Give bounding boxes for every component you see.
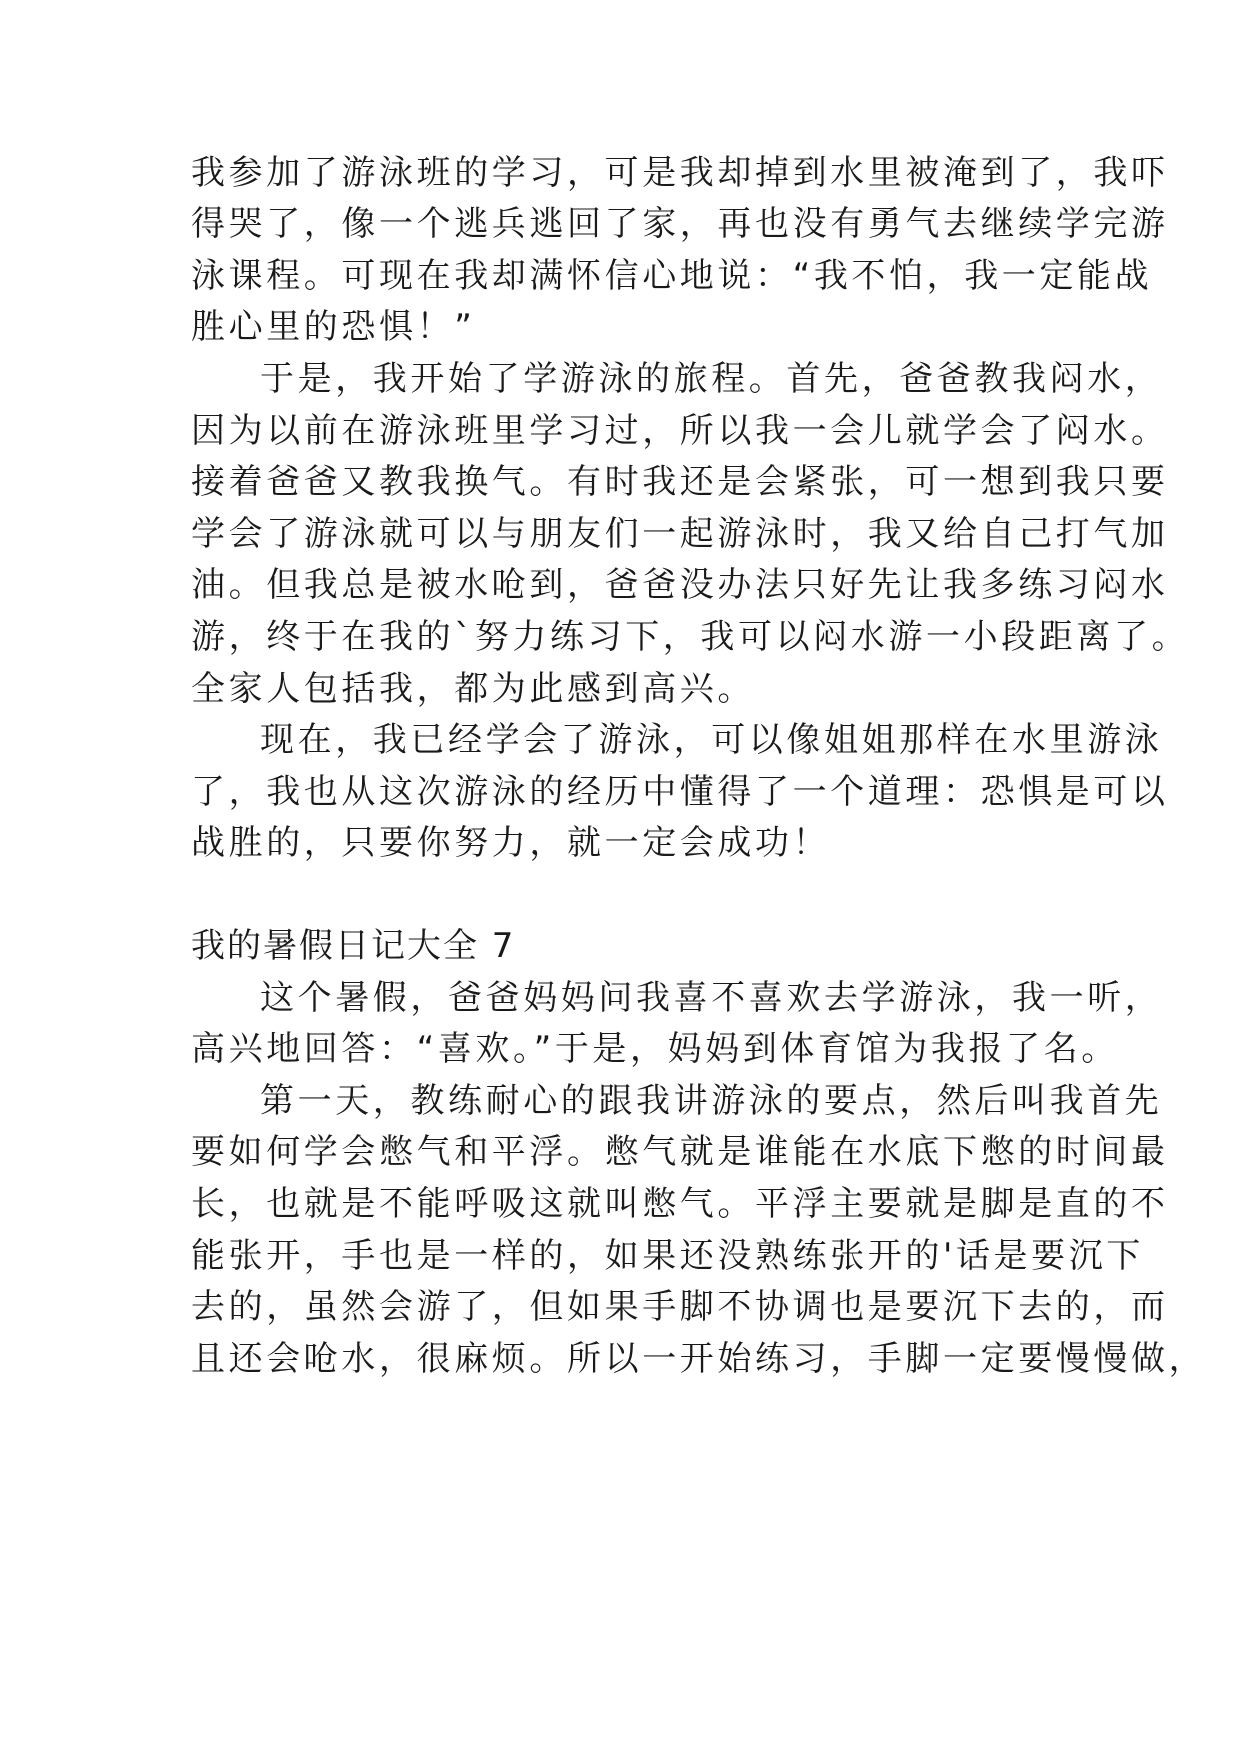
text-line: 要如何学会憋气和平浮。憋气就是谁能在水底下憋的时间最 (191, 1132, 1169, 1172)
text-line: 长，也就是不能呼吸这就叫憋气。平浮主要就是脚是直的不 (191, 1184, 1169, 1224)
text-line: 胜心里的恐惧！” (191, 307, 476, 347)
text-line: 泳课程。可现在我却满怀信心地说：“我不怕，我一定能战 (191, 256, 1153, 296)
text-line: 去的，虽然会游了，但如果手脚不协调也是要沉下去的，而 (191, 1287, 1169, 1327)
text-line: 能张开，手也是一样的，如果还没熟练张开的'话是要沉下 (191, 1236, 1144, 1276)
paragraph-start-line: 第一天，教练耐心的跟我讲游泳的要点，然后叫我首先 (260, 1081, 1163, 1121)
text-line: 游，终于在我的`努力练习下，我可以闷水游一小段距离了。 (191, 617, 1190, 657)
text-line: 因为以前在游泳班里学习过，所以我一会儿就学会了闷水。 (191, 411, 1169, 451)
paragraph-start-line: 现在，我已经学会了游泳，可以像姐姐那样在水里游泳 (260, 720, 1163, 760)
paragraph-start-line: 这个暑假，爸爸妈妈问我喜不喜欢去学游泳，我一听， (260, 978, 1163, 1018)
text-line: 我参加了游泳班的学习，可是我却掉到水里被淹到了，我吓 (191, 153, 1169, 193)
text-line: 学会了游泳就可以与朋友们一起游泳时，我又给自己打气加 (191, 514, 1169, 554)
text-line: 了，我也从这次游泳的经历中懂得了一个道理：恐惧是可以 (191, 772, 1169, 812)
text-line: 战胜的，只要你努力，就一定会成功！ (191, 823, 831, 863)
paragraph-start-line: 于是，我开始了学游泳的旅程。首先，爸爸教我闷水， (260, 359, 1163, 399)
text-line: 且还会呛水，很麻烦。所以一开始练习，手脚一定要慢慢做， (191, 1339, 1207, 1379)
text-line: 高兴地回答：“喜欢。”于是，妈妈到体育馆为我报了名。 (191, 1029, 1119, 1069)
text-line: 得哭了，像一个逃兵逃回了家，再也没有勇气去继续学完游 (191, 204, 1169, 244)
text-line: 接着爸爸又教我换气。有时我还是会紧张，可一想到我只要 (191, 462, 1169, 502)
section-heading: 我的暑假日记大全 7 (191, 926, 516, 966)
text-line: 全家人包括我，都为此感到高兴。 (191, 669, 755, 709)
text-line: 油。但我总是被水呛到，爸爸没办法只好先让我多练习闷水 (191, 565, 1169, 605)
